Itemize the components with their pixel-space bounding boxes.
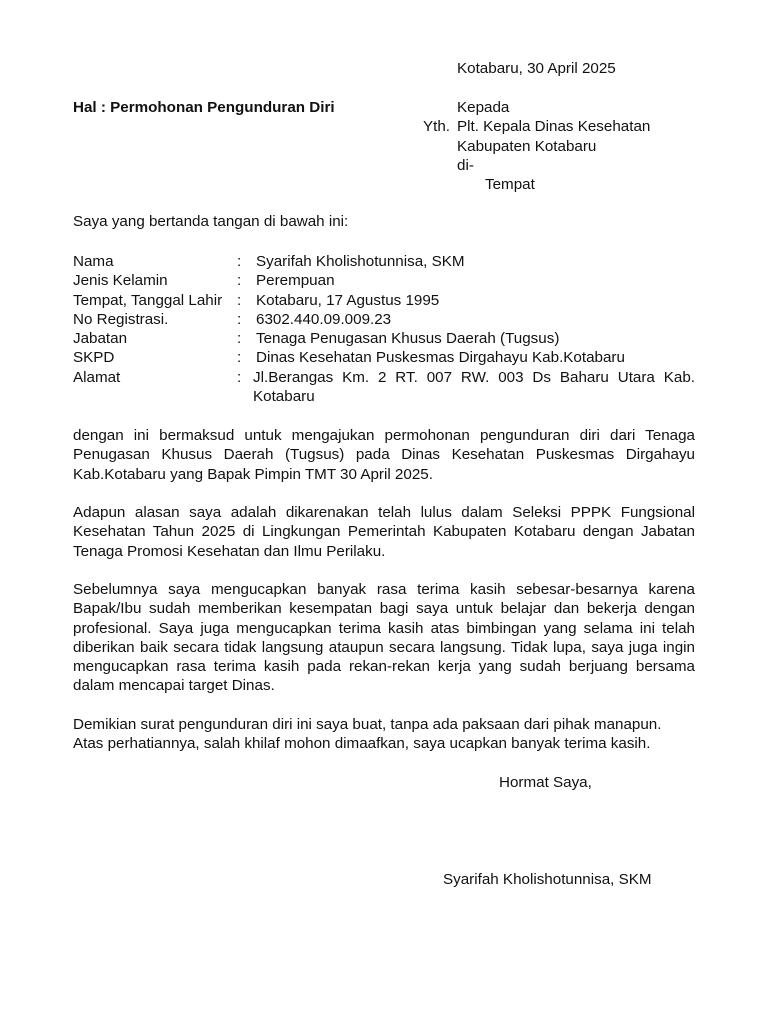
recipient-block xyxy=(423,98,723,194)
field-row-jenis-kelamin xyxy=(73,271,695,290)
field-value: Tenaga Penugasan Khusus Daerah (Tugsus) xyxy=(256,330,560,348)
letter-subject: Hal : Permohonan Pengunduran Diri xyxy=(73,99,335,116)
recipient-line-2: Kabupaten Kotabaru xyxy=(457,137,597,155)
field-value: Dinas Kesehatan Puskesmas Dirgahayu Kab.Kotabaru xyxy=(256,349,625,367)
body-paragraph-1: dengan ini bermaksud untuk mengajukan permohonan pengunduran diri dari Tenaga Penugasan Khusus Daerah (Tugsus) pada Dinas Kesehatan Puskesmas Dirgahayu Kab.Kotabaru yang Bapak Pimpin TMT 30 April 2025. xyxy=(73,427,695,483)
intro-text: Saya yang bertanda tangan di bawah ini: xyxy=(73,213,349,230)
recipient-line-1: Plt. Kepala Dinas Kesehatan xyxy=(457,118,651,136)
field-row-skpd xyxy=(73,348,695,367)
field-colon: : xyxy=(237,330,242,348)
field-row-ttl xyxy=(73,291,695,310)
body-paragraph-4: Demikian surat pengunduran diri ini saya buat, tanpa ada paksaan dari pihak manapun. Atas perhatiannya, salah khilaf mohon dimaafkan, saya ucapkan banyak terima kasih. xyxy=(73,716,662,753)
field-label: No Registrasi. xyxy=(73,310,169,328)
field-label: SKPD xyxy=(73,349,115,367)
identity-fields xyxy=(73,252,695,406)
field-row-alamat xyxy=(73,368,695,407)
field-label: Jenis Kelamin xyxy=(73,272,168,290)
place-date: Kotabaru, 30 April 2025 xyxy=(457,60,616,77)
field-colon: : xyxy=(237,310,242,328)
field-colon: : xyxy=(237,349,242,367)
closing-salutation: Hormat Saya, xyxy=(499,774,592,791)
signatory-name: Syarifah Kholishotunnisa, SKM xyxy=(443,871,652,888)
recipient-line-4: Tempat xyxy=(485,176,535,194)
recipient-salutation: Yth. xyxy=(423,118,451,136)
field-row-nama xyxy=(73,252,695,271)
field-value: Kotabaru, 17 Agustus 1995 xyxy=(256,291,440,309)
recipient-line-3: di- xyxy=(457,156,474,174)
body-paragraph-3: Sebelumnya saya mengucapkan banyak rasa terima kasih sebesar-besarnya karena Bapak/Ibu sudah memberikan kesempatan bagi saya untuk belajar dan bekerja dengan profesional. Saya juga mengucapkan terima kasih atas bimbingan yang selama ini telah diberikan baik secara tidak langsung ataupun secara langsung. Tidak lupa, saya juga ingin mengucapkan rasa terima kasih pada rekan-rekan kerja yang sudah berjuang bersama dalam mencapai target Dinas. xyxy=(73,581,695,695)
body-paragraph-2: Adapun alasan saya adalah dikarenakan telah lulus dalam Seleksi PPPK Fungsional Kesehatan Tahun 2025 di Lingkungan Pemerintah Kabupaten Kotabaru dengan Jabatan Tenaga Promosi Kesehatan dan Ilmu Perilaku. xyxy=(73,504,695,560)
field-value: Perempuan xyxy=(256,272,335,290)
field-value: 6302.440.09.009.23 xyxy=(256,310,392,328)
field-colon: : xyxy=(237,253,242,270)
field-value: Jl.Berangas Km. 2 RT. 007 RW. 003 Ds Baharu Utara Kab. Kotabaru xyxy=(253,368,695,406)
field-colon: : xyxy=(237,272,242,290)
recipient-kepada: Kepada xyxy=(457,99,510,116)
field-label: Jabatan xyxy=(73,330,128,348)
field-colon: : xyxy=(237,368,242,386)
field-row-no-registrasi xyxy=(73,310,695,329)
field-value: Syarifah Kholishotunnisa, SKM xyxy=(256,253,465,270)
field-row-jabatan xyxy=(73,329,695,348)
field-label: Alamat xyxy=(73,368,121,386)
field-label: Nama xyxy=(73,253,114,270)
field-colon: : xyxy=(237,291,242,309)
field-label: Tempat, Tanggal Lahir xyxy=(73,291,223,309)
